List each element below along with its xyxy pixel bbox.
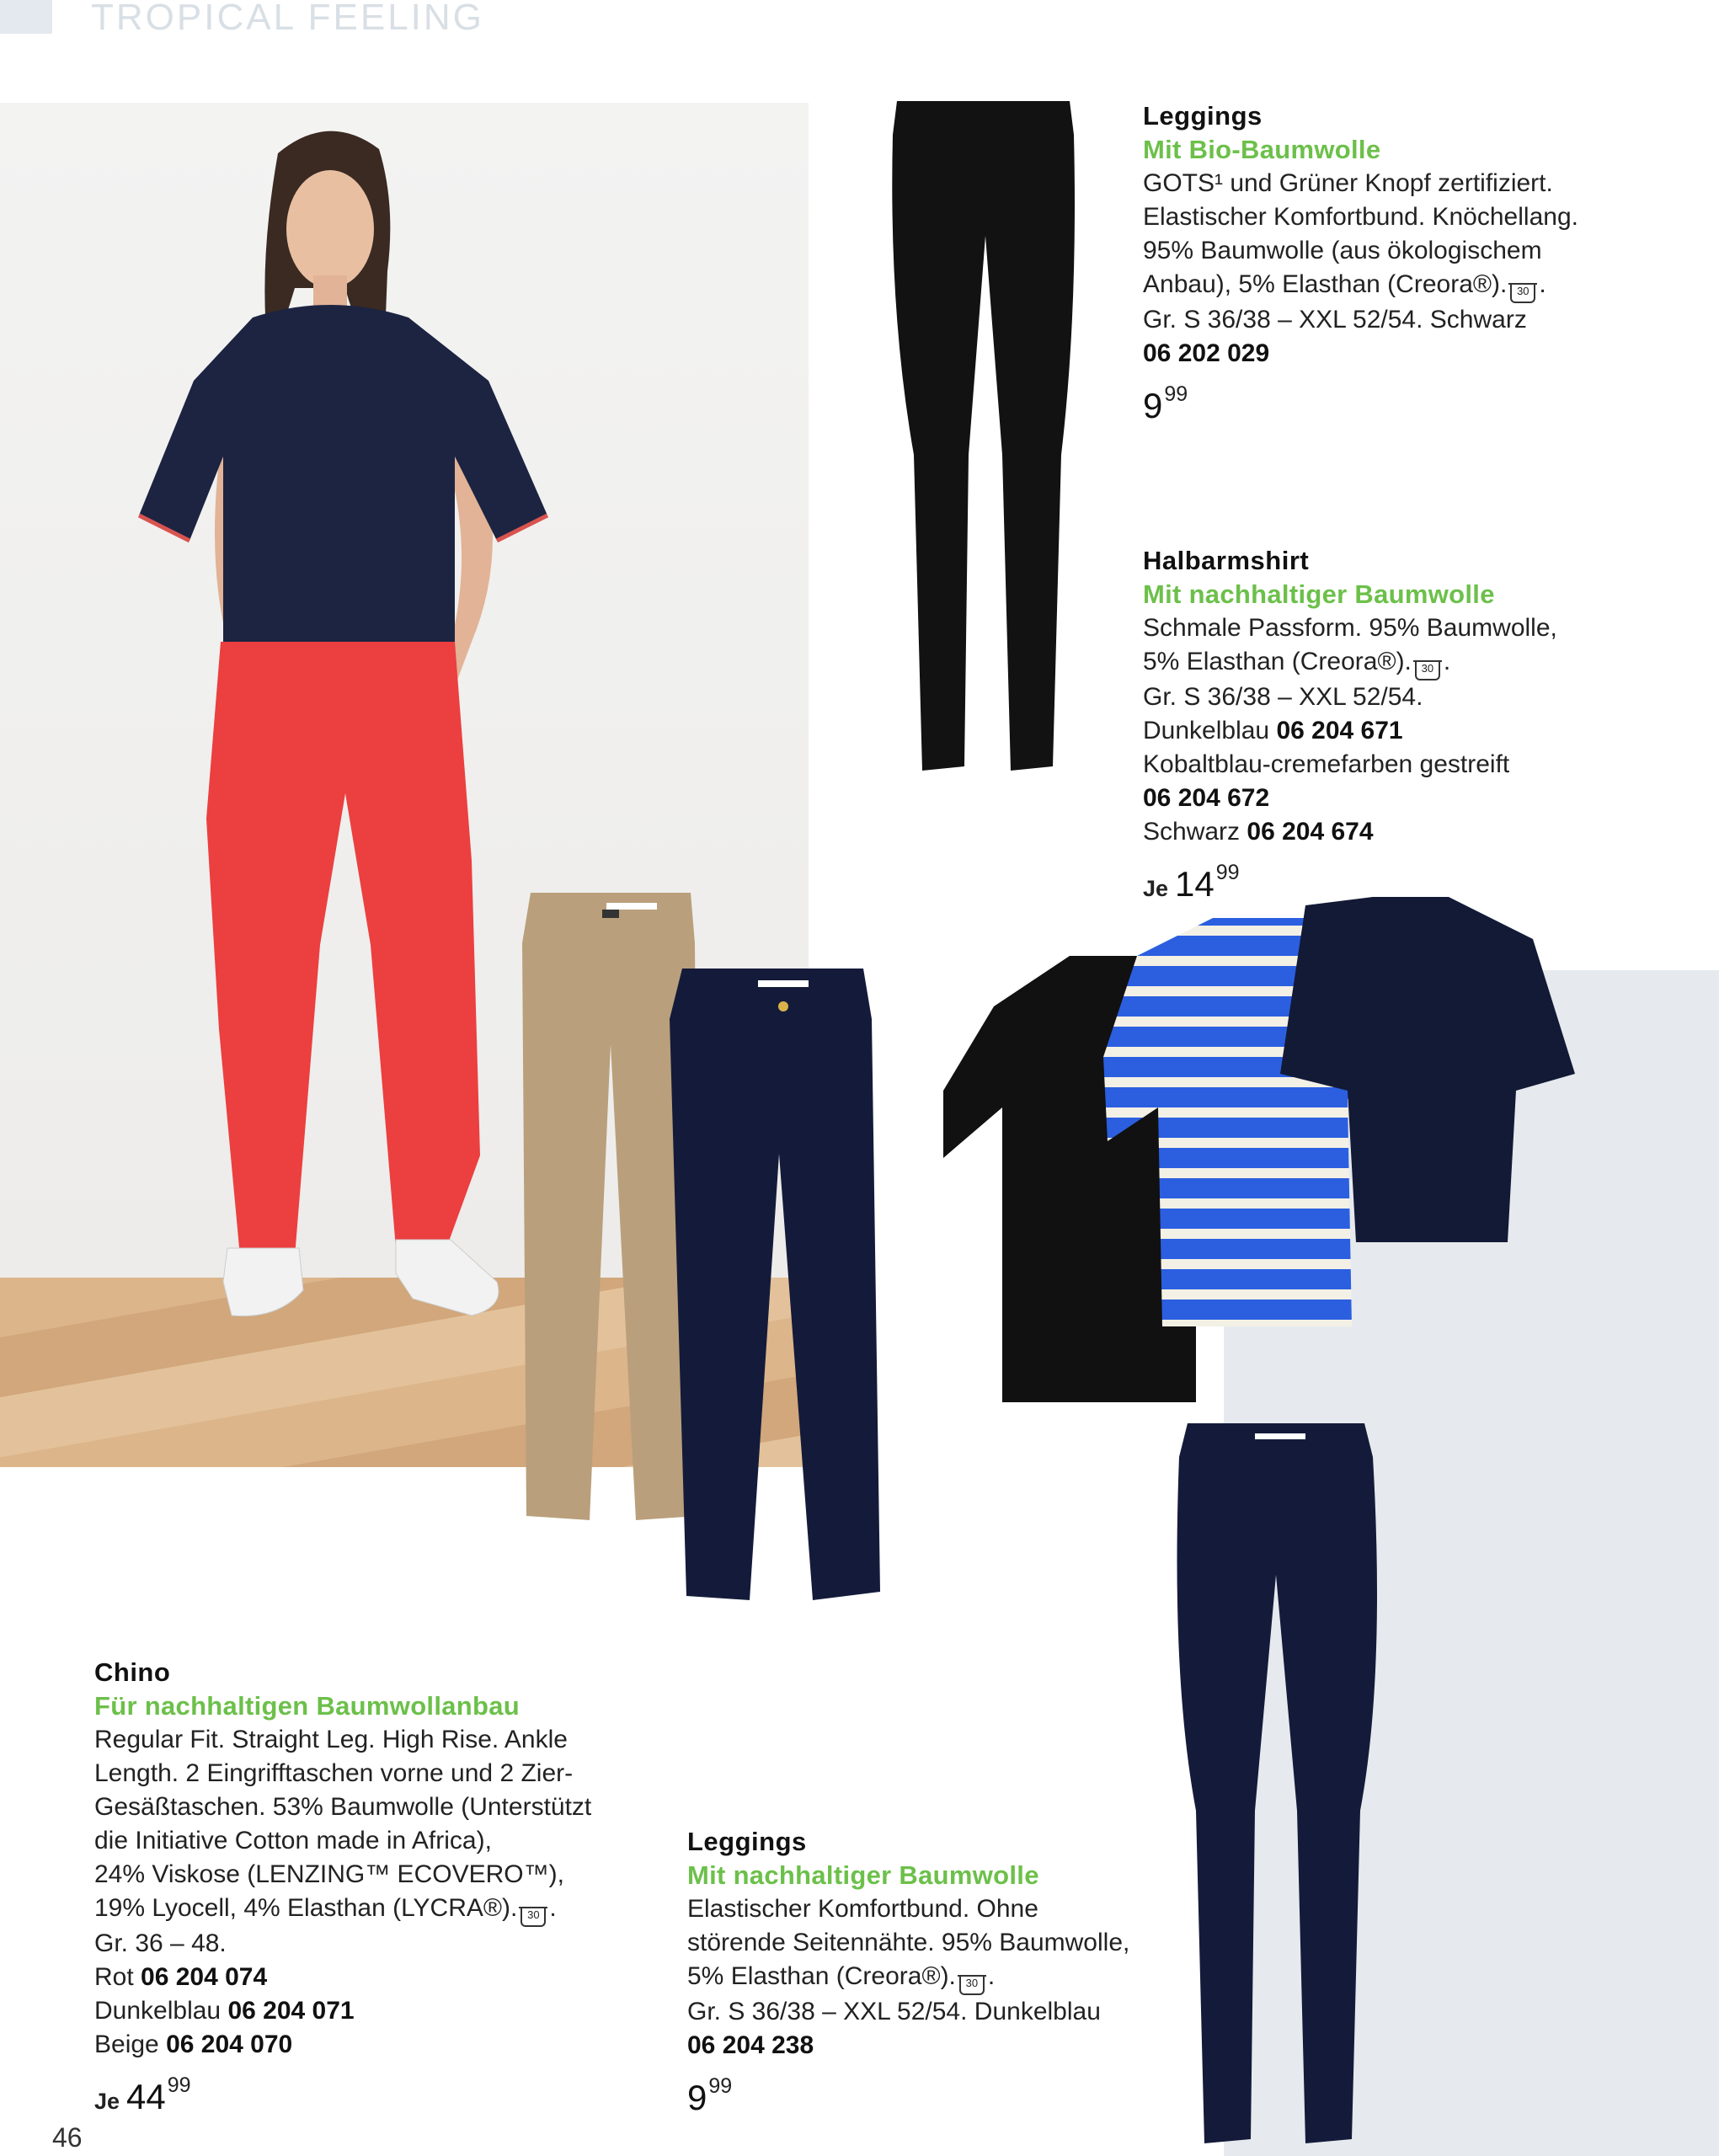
product-title: Chino [94, 1657, 171, 1687]
t-shirts-image [943, 905, 1583, 1411]
product-halbarmshirt [1143, 544, 1557, 905]
description-line: 24% Viskose (LENZING™ ECOVERO™), [94, 1860, 564, 1888]
article-number: 06 202 029 [1143, 339, 1270, 367]
product-leggings-nachhaltig [687, 1825, 1129, 2119]
leggings-black-image [884, 101, 1086, 775]
price-decimal: 99 [708, 2074, 733, 2098]
variant-line: Schwarz 06 204 674 [1143, 818, 1374, 846]
product-subtitle: Mit nachhaltiger Baumwolle [687, 1860, 1039, 1890]
wash-30-icon: 30 [1415, 660, 1440, 680]
price: Je $44^{99}$ [94, 2073, 191, 2116]
price [687, 2069, 1129, 2119]
product-title: Halbarmshirt [1143, 546, 1310, 575]
variant-line: Dunkelblau 06 204 071 [94, 1997, 355, 2025]
description-line: Gr. S 36/38 – XXL 52/54. Dunkelblau [687, 1998, 1101, 2025]
description-line: Gr. S 36/38 – XXL 52/54. Schwarz [1143, 306, 1527, 334]
product-subtitle: Für nachhaltigen Baumwollanbau [94, 1691, 521, 1721]
description-line: Anbau), 5% Elasthan (Creora®). 30 . [1143, 268, 1578, 303]
description-line: Schmale Passform. 95% Baumwolle, [1143, 614, 1557, 642]
wash-30-icon: 30 [1510, 283, 1535, 303]
chino-navy-image [665, 969, 884, 1609]
price: Je $14^{99}$ [1143, 861, 1240, 904]
price [1143, 377, 1578, 427]
article-number: 06 204 238 [687, 2031, 814, 2059]
price-decimal: 99 [1164, 382, 1188, 406]
wash-30-icon: 30 [959, 1975, 985, 1995]
product-chino [94, 1656, 591, 2118]
description-line: Elastischer Komfortbund. Knöchellang. [1143, 203, 1578, 231]
description-line: 19% Lyocell, 4% Elasthan (LYCRA®). 30 . [94, 1892, 591, 1927]
section-title: TROPICAL FEELING [91, 0, 484, 38]
price-integer: 14 [1175, 864, 1215, 904]
price-decimal: 99 [167, 2073, 191, 2097]
header-accent-bar [0, 0, 52, 34]
description-line: Gr. S 36/38 – XXL 52/54. [1143, 683, 1423, 711]
product-title: Leggings [687, 1827, 807, 1856]
description-line: Gesäßtaschen. 53% Baumwolle (Unterstützt [94, 1793, 592, 1821]
product-title: Leggings [1143, 101, 1263, 131]
variant-line: Kobaltblau-cremefarben gestreift [1143, 750, 1510, 778]
product-leggings-bio [1143, 99, 1578, 427]
price-integer: 9 [687, 2078, 707, 2117]
price-integer: 9 [1143, 386, 1163, 425]
description-line: 95% Baumwolle (aus ökologischem [1143, 237, 1542, 264]
price-decimal: 99 [1215, 861, 1240, 884]
description-line: GOTS¹ und Grüner Knopf zertifiziert. [1143, 169, 1553, 197]
page-number: 46 [52, 2122, 83, 2153]
variant-line: Beige 06 204 070 [94, 2031, 293, 2058]
description-line: 5% Elasthan (Creora®). 30 . [1143, 645, 1557, 680]
wash-30-icon: 30 [521, 1907, 546, 1927]
article-number: 06 204 672 [1143, 784, 1270, 812]
variant-line: Dunkelblau 06 204 671 [1143, 717, 1403, 744]
variant-line: Rot 06 204 074 [94, 1963, 268, 1991]
leggings-navy-image [1171, 1423, 1390, 2148]
description-line: 5% Elasthan (Creora®). 30 . [687, 1960, 1129, 1995]
description-line: Regular Fit. Straight Leg. High Rise. Ankle [94, 1726, 568, 1753]
price-integer: 44 [126, 2077, 166, 2116]
description-line: die Initiative Cotton made in Africa), [94, 1827, 492, 1854]
product-subtitle: Mit nachhaltiger Baumwolle [1143, 579, 1495, 609]
description-line: Elastischer Komfortbund. Ohne [687, 1895, 1038, 1923]
product-subtitle: Mit Bio-Baumwolle [1143, 135, 1381, 164]
description-line: Length. 2 Eingrifftaschen vorne und 2 Zier- [94, 1759, 574, 1787]
description-line: Gr. 36 – 48. [94, 1929, 227, 1957]
description-line: störende Seitennähte. 95% Baumwolle, [687, 1929, 1130, 1956]
